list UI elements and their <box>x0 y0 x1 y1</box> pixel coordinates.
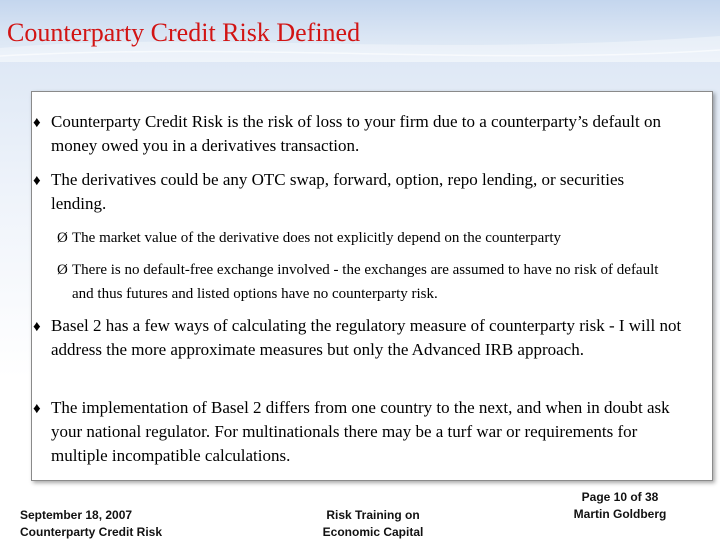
footer-event-line1: Risk Training on <box>326 508 420 522</box>
footer-page-number: Page 10 of 38 <box>581 490 659 504</box>
bullet-item-1 <box>33 110 683 158</box>
sub-bullet-item-2 <box>57 258 677 306</box>
footer-date-topic <box>20 507 162 541</box>
diamond-bullet-icon: ♦ <box>33 173 41 189</box>
arrow-bullet-icon: Ø <box>57 262 68 278</box>
bullet-text: Counterparty Credit Risk is the risk of loss to your firm due to a counterparty’s default on money owed you in a derivatives transaction. <box>51 112 661 155</box>
bullet-text: Basel 2 has a few ways of calculating the regulatory measure of counterparty risk - I will not address the more approximate measures but only the Advanced IRB approach. <box>51 316 682 359</box>
title-band <box>0 0 720 62</box>
sub-bullet-text: The market value of the derivative does not explicitly depend on the counterparty <box>72 230 561 246</box>
bullet-item-3 <box>33 314 683 362</box>
footer-page-author <box>556 489 684 523</box>
footer-author: Martin Goldberg <box>573 507 667 521</box>
sub-bullet-item-1 <box>57 226 677 250</box>
footer-event-line2: Economic Capital <box>322 525 424 539</box>
slide-title: Counterparty Credit Risk Defined <box>7 18 361 47</box>
bullet-text: The derivatives could be any OTC swap, forward, option, repo lending, or securities lending. <box>51 170 625 213</box>
diamond-bullet-icon: ♦ <box>33 115 41 131</box>
bullet-item-2 <box>33 168 683 216</box>
sub-bullet-text: There is no default-free exchange involved - the exchanges are assumed to have no risk of default and thus futures and listed options have no counterparty risk. <box>72 262 659 302</box>
arrow-bullet-icon: Ø <box>57 230 68 246</box>
footer-event <box>313 507 433 541</box>
footer-date: September 18, 2007 <box>20 508 133 522</box>
diamond-bullet-icon: ♦ <box>33 401 41 417</box>
diamond-bullet-icon: ♦ <box>33 319 41 335</box>
bullet-item-4 <box>33 396 683 468</box>
bullet-text: The implementation of Basel 2 differs from one country to the next, and when in doubt ask your national regulator. For multinationals there may be a turf war or requirements for multiple incompatible calculations. <box>51 398 670 465</box>
footer-topic: Counterparty Credit Risk <box>20 525 163 539</box>
